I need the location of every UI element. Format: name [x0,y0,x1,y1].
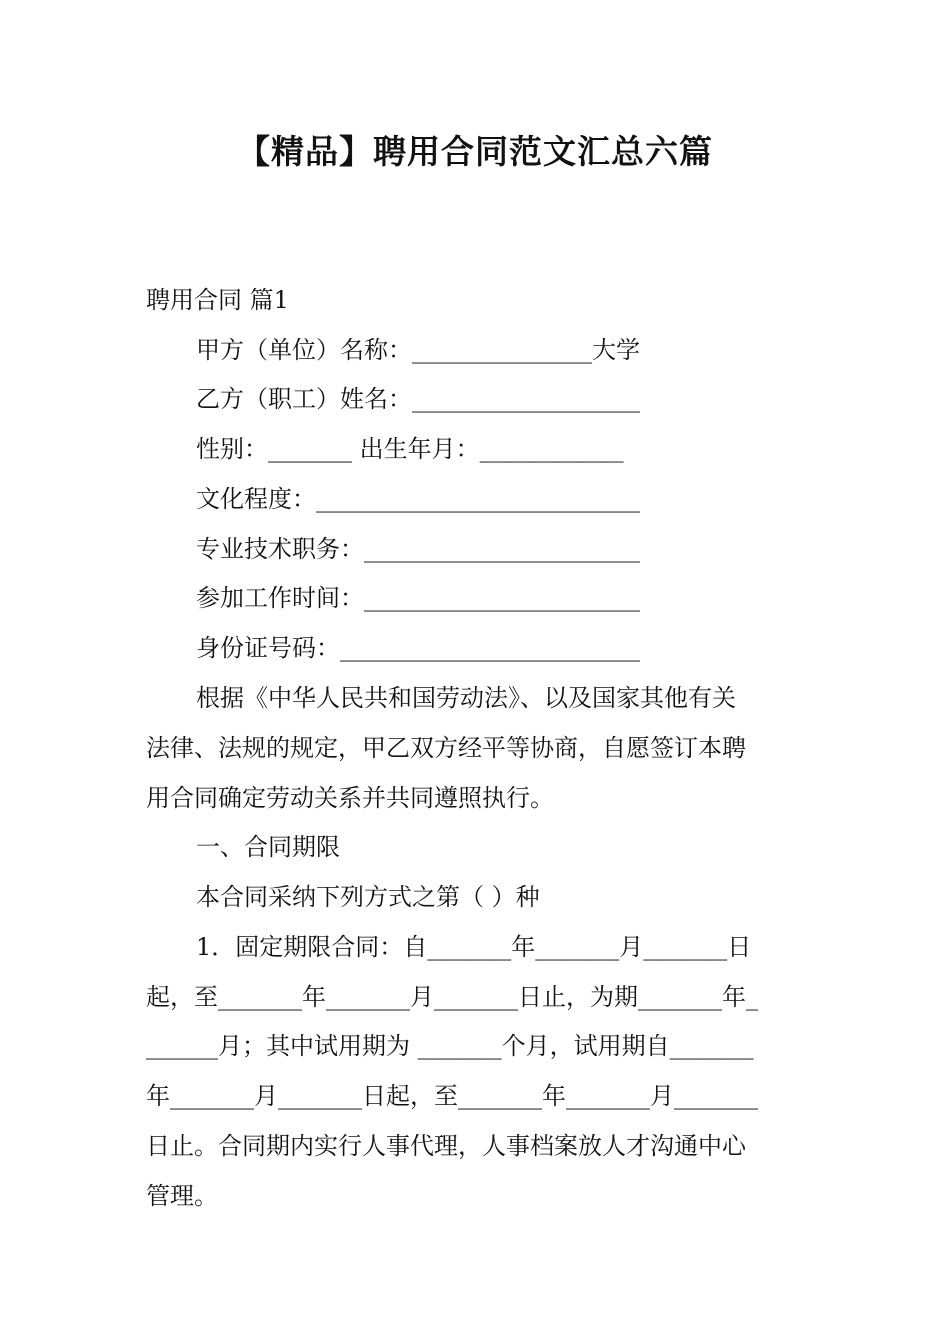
clause-1-line-5: 日止。合同期内实行人事代理，人事档案放人才沟通中心 [146,1132,746,1160]
clause-1-line-6: 管理。 [146,1182,218,1210]
field-id-number: 身份证号码：_________________________ [196,634,640,662]
field-gender-birth: 性别：_______ 出生年月：____________ [196,435,624,463]
clause-heading: 一、合同期限 [196,833,340,861]
clause-1-line-2: 起，至_______年_______月_______日止，为期_______年_ [146,983,758,1011]
clause-1-line-1: 1．固定期限合同：自_______年_______月_______日 [196,933,752,961]
document-title: 【精品】聘用合同范文汇总六篇 [237,132,713,171]
clause-choice: 本合同采纳下列方式之第（ ）种 [196,883,540,911]
intro-line-2: 法律、法规的规定，甲乙双方经平等协商，自愿签订本聘 [146,734,746,762]
intro-line-1: 根据《中华人民共和国劳动法》、以及国家其他有关 [196,684,736,712]
clause-1-line-3: ______月；其中试用期为 _______个月，试用期自_______ [146,1032,754,1060]
field-work-start-date: 参加工作时间：_______________________ [196,584,640,612]
intro-line-3: 用合同确定劳动关系并共同遵照执行。 [146,784,554,812]
section-heading: 聘用合同 篇1 [146,286,289,314]
field-employer-name: 甲方（单位）名称：_______________大学 [196,336,640,364]
clause-1-line-4: 年_______月_______日起，至_______年_______月_______ [146,1082,758,1110]
field-professional-title: 专业技术职务：_______________________ [196,535,640,563]
field-education: 文化程度：___________________________ [196,485,640,513]
field-employee-name: 乙方（职工）姓名：___________________ [196,385,640,413]
